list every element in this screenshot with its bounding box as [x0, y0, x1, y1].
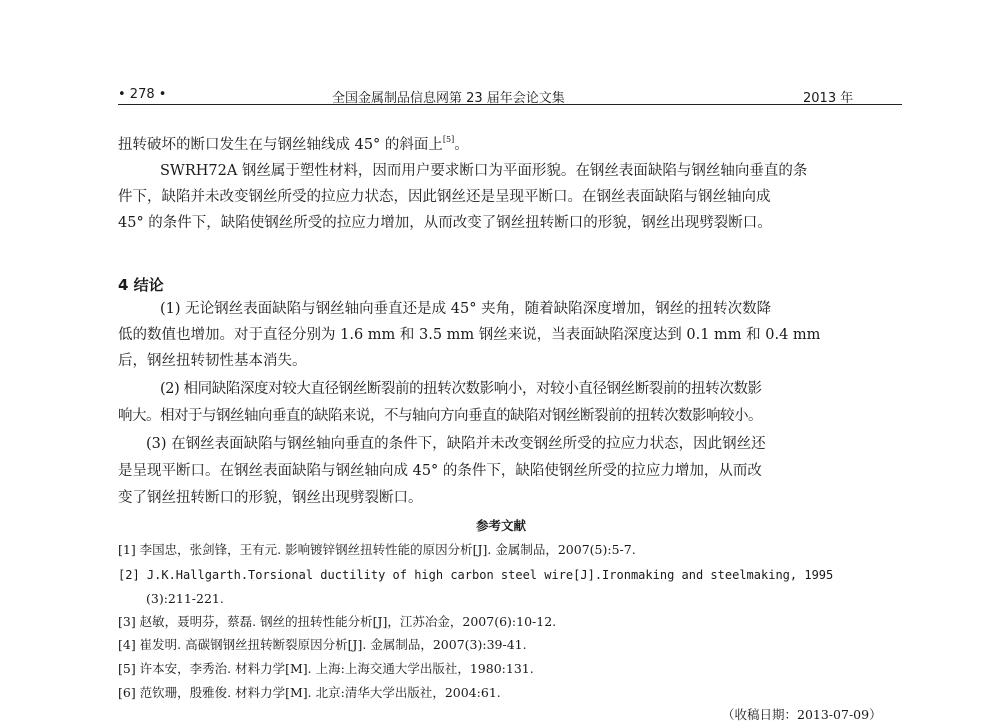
conclusion-3-line-3: 变了钢丝扭转断口的形貌，钢丝出现劈裂断口。 — [118, 490, 423, 506]
conclusion-1-line-2: 低的数值也增加。对于直径分别为 1.6 mm 和 3.5 mm 钢丝来说，当表面缺陷深度达到 0.1 mm 和 0.4 mm — [118, 327, 821, 343]
conclusion-2-line-1: (2) 相同缺陷深度对较大直径钢丝断裂前的扭转次数影响小，对较小直径钢丝断裂前的扭转次数影 — [160, 381, 762, 397]
conclusion-2-line-2: 响大。相对于与钢丝轴向垂直的缺陷来说，不与轴向方向垂直的缺陷对钢丝断裂前的扭转次数影响较小。 — [118, 408, 762, 424]
reference-2: [2] J.K.Hallgarth.Torsional ductility of high carbon steel wire[J].Ironmaking and steelmaking, 1995 — [118, 568, 834, 582]
reference-1: [1] 李国忠，张剑锋，王有元. 影响镀锌钢丝扭转性能的原因分析[J]. 金属制品，2007(5):5-7. — [118, 542, 636, 557]
reference-4: [4] 崔发明. 高碳钢钢丝扭转断裂原因分析[J]. 金属制品，2007(3):39-41. — [118, 637, 527, 652]
conclusion-1-line-1: (1) 无论钢丝表面缺陷与钢丝轴向垂直还是成 45° 夹角，随着缺陷深度增加，钢丝的扭转次数降 — [160, 301, 772, 317]
reference-2-cont: (3):211-221. — [146, 591, 224, 606]
reference-6: [6] 范钦珊，殷雅俊. 材料力学[M]. 北京:清华大学出版社，2004:61. — [118, 685, 501, 700]
conclusion-3-line-2: 是呈现平断口。在钢丝表面缺陷与钢丝轴向成 45° 的条件下，缺陷使钢丝所受的拉应力增加，从而改 — [118, 463, 762, 479]
para1-line-2: 件下，缺陷并未改变钢丝所受的拉应力状态，因此钢丝还是呈现平断口。在钢丝表面缺陷与钢丝轴向成 — [118, 189, 771, 205]
page-number: • 278 • — [118, 87, 167, 102]
para1-line-3: 45° 的条件下，缺陷使钢丝所受的拉应力增加，从而改变了钢丝扭转断口的形貌，钢丝出现劈裂断口。 — [118, 215, 772, 231]
section-heading: 4 结论 — [118, 276, 164, 294]
header-year: 2013 年 — [803, 91, 854, 106]
reference-5: [5] 许本安，李秀治. 材料力学[M]. 上海:上海交通大学出版社，1980:131. — [118, 661, 534, 676]
header-rule — [118, 104, 902, 105]
reference-3: [3] 赵敏，聂明芬，蔡磊. 钢丝的扭转性能分析[J]，江苏冶金，2007(6):10-12. — [118, 614, 557, 629]
references-title: 参考文献 — [476, 518, 527, 533]
received-date: （收稿日期：2013-07-09） — [722, 707, 882, 722]
para1-line-1: SWRH72A 钢丝属于塑性材料，因而用户要求断口为平面形貌。在钢丝表面缺陷与钢丝轴向垂直的条 — [160, 163, 808, 179]
citation-5: [5] — [442, 135, 455, 144]
journal-title: 全国金属制品信息网第 23 届年会论文集 — [332, 91, 565, 106]
body-line-1: 扭转破坏的断口发生在与钢丝轴线成 45° 的斜面上[5]。 — [118, 135, 469, 153]
conclusion-1-line-3: 后，钢丝扭转韧性基本消失。 — [118, 353, 307, 369]
conclusion-3-line-1: (3) 在钢丝表面缺陷与钢丝轴向垂直的条件下，缺陷并未改变钢丝所受的拉应力状态，因此钢丝还 — [146, 436, 766, 452]
